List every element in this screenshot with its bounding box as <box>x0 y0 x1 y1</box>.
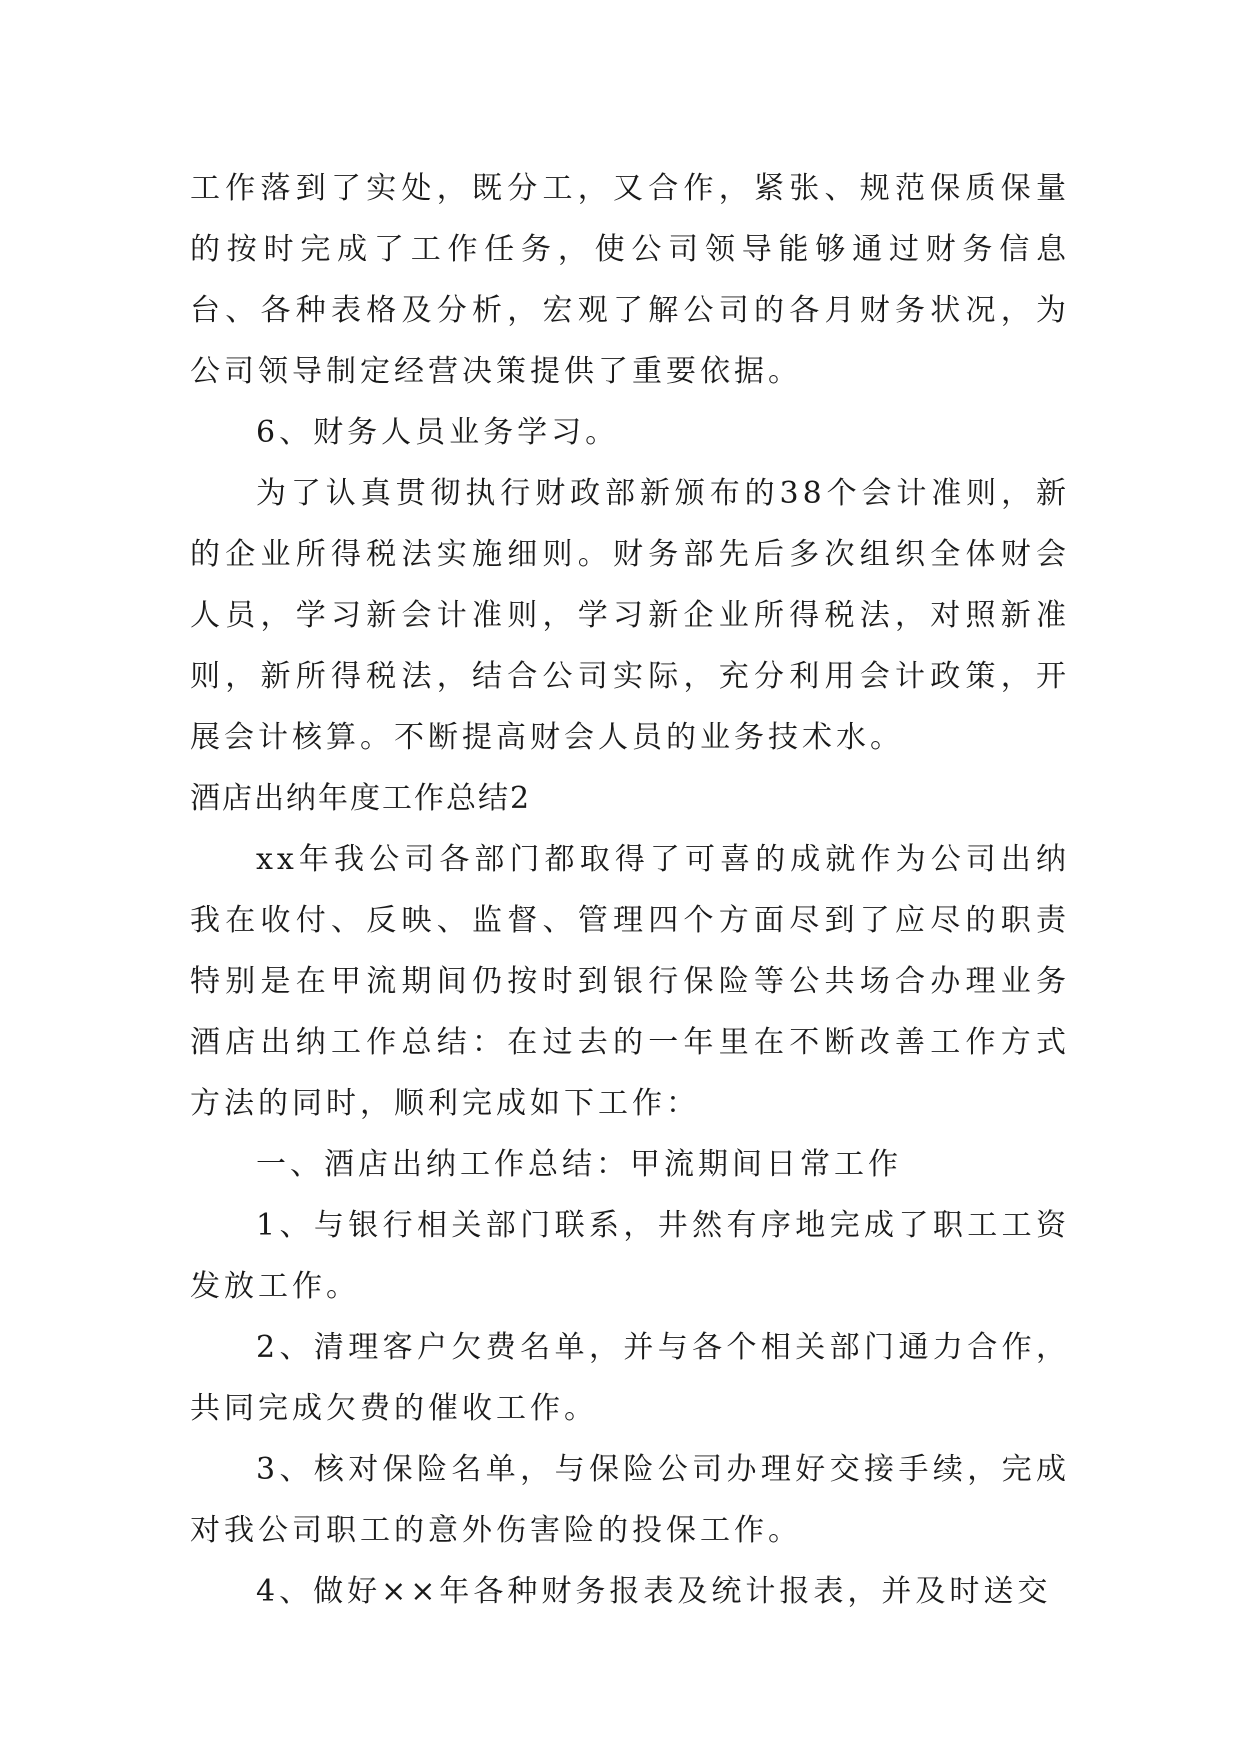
paragraph: 工作落到了实处，既分工，又合作，紧张、规范保质保量的按时完成了工作任务，使公司领导能够通过财务信息台、各种表格及分析，宏观了解公司的各月财务状况，为公司领导制定经营决策提供了重要依据。 <box>190 171 1070 389</box>
paragraph: 6、财务人员业务学习。 <box>256 415 620 450</box>
paragraph: 3、核对保险名单，与保险公司办理好交接手续，完成对我公司职工的意外伤害险的投保工作。 <box>190 1452 1070 1548</box>
document-body <box>190 158 1070 1622</box>
paragraph: 为了认真贯彻执行财政部新颁布的38个会计准则，新的企业所得税法实施细则。财务部先后多次组织全体财会人员，学习新会计准则，学习新企业所得税法，对照新准则，新所得税法，结合公司实际，充分利用会计政策，开展会计核算。不断提高财会人员的业务技术水。 <box>190 476 1070 755</box>
paragraph: 一、酒店出纳工作总结：甲流期间日常工作 <box>256 1147 902 1182</box>
paragraph: 1、与银行相关部门联系，井然有序地完成了职工工资发放工作。 <box>190 1208 1070 1304</box>
paragraph: 2、清理客户欠费名单，并与各个相关部门通力合作，共同完成欠费的催收工作。 <box>190 1330 1070 1426</box>
paragraph: 4、做好××年各种财务报表及统计报表，并及时送交 <box>256 1574 1052 1609</box>
section-heading: 酒店出纳年度工作总结2 <box>190 781 532 816</box>
paragraph: xx年我公司各部门都取得了可喜的成就作为公司出纳我在收付、反映、监督、管理四个方面尽到了应尽的职责特别是在甲流期间仍按时到银行保险等公共场合办理业务酒店出纳工作总结：在过去的一年里在不断改善工作方式方法的同时，顺利完成如下工作： <box>190 842 1070 1121</box>
